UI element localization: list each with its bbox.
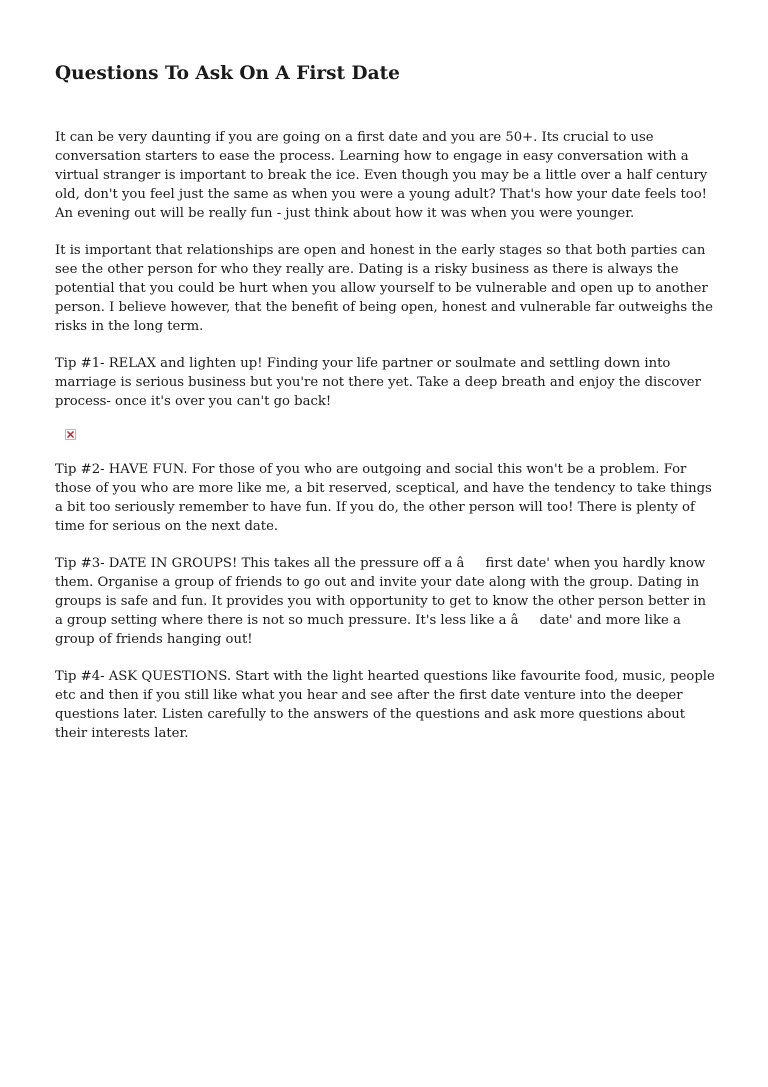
tip-2-paragraph: Tip #2- HAVE FUN. For those of you who are outgoing and social this won't be a problem. For those of you who are more like me, a bit reserved, sceptical, and have the tendency to take things a bit too seriously remember to have fun. If you do, the other person will too! There is plenty of time for serious on the next date. — [55, 462, 712, 534]
tip-3-paragraph: Tip #3- DATE IN GROUPS! This takes all the pressure off a âfirst date' when you hardly know them. Organise a group of friends to go out and invite your date along with the group. Dating in groups is safe and fun. It provides you with opportunity to get to know the other person better in a group setting where there is not so much pressure. It's less like a âdate' and more like a group of friends hanging out! — [55, 556, 711, 647]
broken-image-icon — [65, 429, 76, 440]
intro-paragraph: It can be very daunting if you are going on a first date and you are 50+. Its crucial to use conversation starters to ease the process. Learning how to engage in easy conversation with a virtual stranger is important to break the ice. Even though you may be a little over a half century old, don't you feel just the same as when you were a young adult? That's how your date feels too! An evening out will be really fun - just think about how it was when you were younger. — [55, 130, 708, 221]
honesty-paragraph: It is important that relationships are open and honest in the early stages so that both parties can see the other person for who they really are. Dating is a risky business as there is always the potential that you could be hurt when you allow yourself to be vulnerable and open up to another person. I believe however, that the benefit of being open, honest and vulnerable far outweighs the risks in the long term. — [55, 243, 713, 334]
document-page — [55, 60, 715, 761]
tip-4-paragraph: Tip #4- ASK QUESTIONS. Start with the light hearted questions like favourite food, music, people etc and then if you still like what you hear and see after the first date venture into the deeper questions later. Listen carefully to the answers of the questions and ask more questions about their interests later. — [55, 669, 715, 741]
page-title: Questions To Ask On A First Date — [55, 63, 400, 84]
tip-1-paragraph: Tip #1- RELAX and lighten up! Finding your life partner or soulmate and settling down into marriage is serious business but you're not there yet. Take a deep breath and enjoy the discover process- once it's over you can't go back! — [55, 356, 701, 409]
